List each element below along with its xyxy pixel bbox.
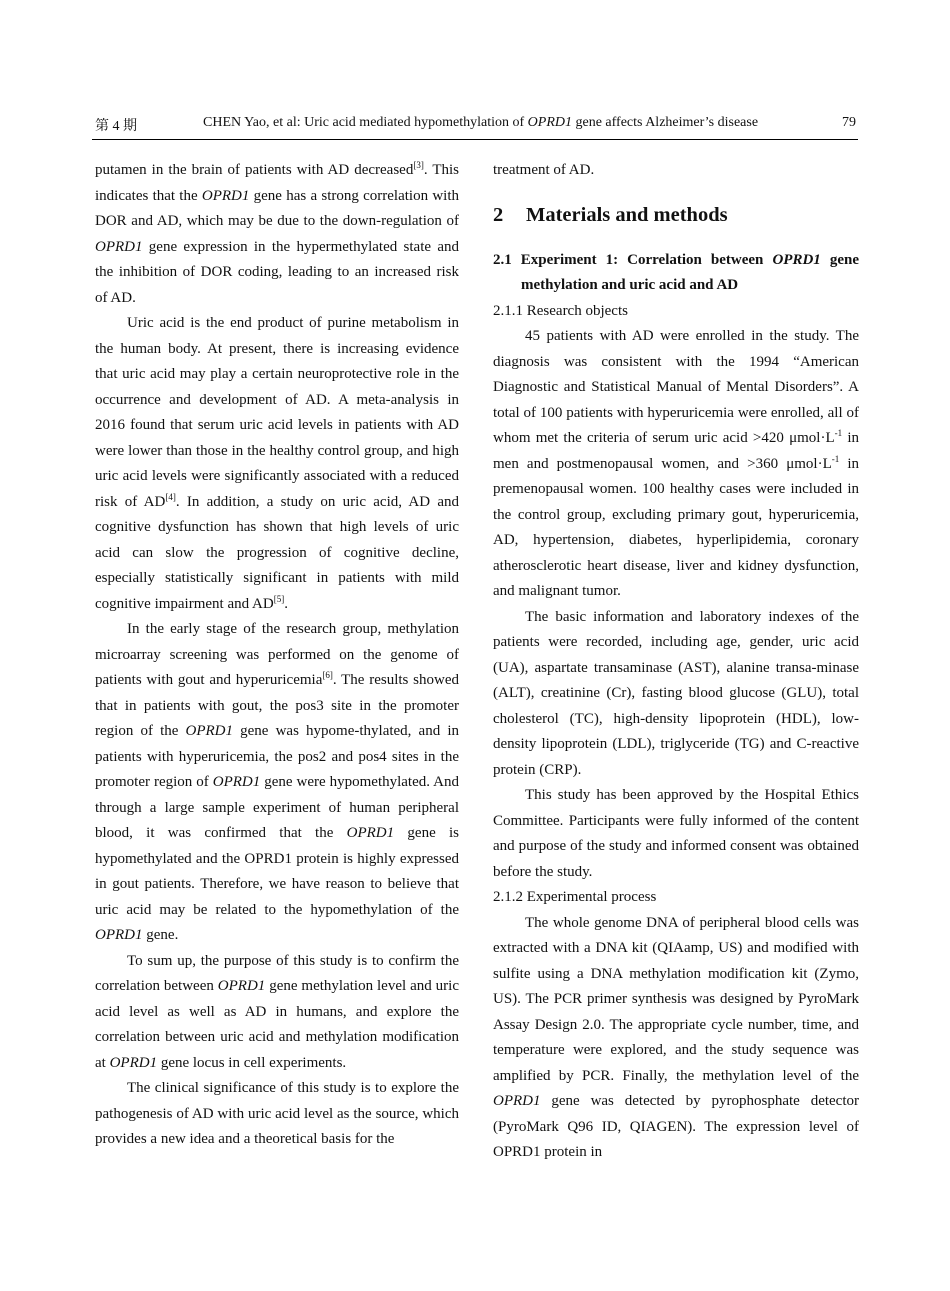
gene-name: OPRD1 — [185, 723, 234, 739]
text: This study has been approved by the Hospital Ethics Committee. Participants were fully informed of the content and purpose of the study and informed consent was obtained before the study. — [493, 787, 859, 880]
text: The clinical significance of this study is to explore the pathogenesis of AD with uric acid level as the source, which provides a new idea and a theoretical basis for the — [95, 1080, 459, 1147]
text: gene methylation level and uric acid level as well as AD in humans, and explore the correlation between uric acid and methylation modification at — [95, 978, 459, 1071]
page-number: 79 — [842, 115, 856, 130]
paragraph — [95, 949, 459, 1077]
text: The whole genome DNA of peripheral blood cells was extracted with a DNA kit (QIAamp, US) and modified with sulfite using a DNA methylation modification kit (Zymo, US). The PCR primer synthesis was designed by PyroMark Assay Design 2.0. The appropriate cycle number, time, and temperature were explored, and the study sequence was amplified by PCR. Finally, the methylation level of the — [493, 914, 859, 1084]
paragraph — [95, 1076, 459, 1153]
text: . The results showed that in patients with gout, the pos3 site in the promoter region of the — [95, 672, 459, 739]
text: The basic information and laboratory indexes of the patients were recorded, including age, gender, uric acid (UA), aspartate transaminase (AST), alanine transa-minase (ALT), creatinine (Cr), fasting blood glucose (GLU), total cholesterol (TC), high-density lipoprotein (HDL), low-density lipoprotein (LDL), triglyceride (TG) and C-reactive protein (CRP). — [493, 608, 859, 778]
text: . This indicates that the — [95, 162, 459, 204]
text: putamen in the brain of patients with AD decreased — [95, 162, 414, 178]
citation: [4] — [165, 491, 176, 502]
text: in premenopausal women. 100 healthy cases were included in the control group, excluding primary gout, hyperuricemia, AD, hypertension, diabetes, hyperlipidemia, coronary atherosclerotic heart disease, liver and kidney dysfunction, and malignant tumor. — [493, 455, 859, 599]
section-number: 2 — [493, 203, 504, 226]
header-rule — [92, 139, 858, 140]
paragraph — [95, 617, 459, 949]
paragraph — [493, 911, 859, 1166]
citation: [6] — [322, 670, 333, 680]
text: gene. — [142, 927, 179, 943]
paragraph — [493, 324, 859, 605]
subsection-heading — [493, 248, 859, 299]
text: To sum up, the purpose of this study is to confirm the correlation between — [95, 952, 459, 994]
text: gene expression in the hypermethylated state and the inhibition of DOR coding, leading to an increased risk of AD. — [95, 238, 459, 306]
paragraph — [493, 605, 859, 784]
citation: -1 — [831, 453, 840, 464]
paragraph — [95, 311, 459, 617]
paragraph — [493, 783, 859, 885]
text: in men and postmenopausal women, and >360 μmol·L — [493, 430, 860, 472]
gene-name: OPRD1 — [201, 187, 250, 204]
text: gene is hypomethylated and the OPRD1 protein is highly expressed in gout patients. Therefore, we have reason to believe that uric acid may be related to the hypomethylation of the — [95, 825, 459, 918]
text: gene was detected by pyrophosphate detector (PyroMark Q96 ID, QIAGEN). The expression level of OPRD1 protein in — [493, 1093, 859, 1160]
section-heading — [493, 200, 859, 230]
text: gene locus in cell experiments. — [157, 1054, 347, 1071]
citation: [5] — [273, 593, 285, 604]
research-objects-body — [493, 324, 859, 885]
gene-name: OPRD1 — [95, 238, 143, 255]
text: gene has a strong correlation with DOR and AD, which may be due to the down-regulation of — [95, 187, 459, 229]
title-text: CHEN Yao, et al: Uric acid mediated hypomethylation of — [203, 115, 528, 130]
citation: [3] — [413, 160, 424, 170]
subsection-text-end: gene methylation and uric acid and AD — [521, 251, 859, 293]
section-title: Materials and methods — [526, 203, 728, 226]
subsubsection-heading: 2.1.1 Research objects — [493, 302, 628, 319]
title-text-end: gene affects Alzheimer’s disease — [571, 115, 759, 130]
gene-name: OPRD1 — [493, 1093, 541, 1109]
text: In the early stage of the research group, methylation microarray screening was performed on the genome of patients with gout and hyperuricemia — [95, 621, 459, 688]
text: Uric acid is the end product of purine metabolism in the human body. At present, there is increasing evidence that uric acid may play a certain neuroprotective role in the occurrence and development of AD. A meta-analysis in 2016 found that serum uric acid levels in patients with AD were lower than those in the healthy control group, and high uric acid levels were significantly associated with a reduced risk of AD — [95, 315, 459, 510]
right-column — [493, 158, 859, 1166]
paragraph — [95, 158, 459, 311]
gene-name: OPRD1 — [212, 774, 261, 790]
subsubsection-heading: 2.1.2 Experimental process — [493, 889, 657, 905]
gene-name: OPRD1 — [217, 978, 266, 994]
experimental-process-body — [493, 911, 859, 1166]
subsection-gene: OPRD1 — [772, 251, 821, 268]
subsection-text: 2.1 Experiment 1: Correlation between — [493, 251, 773, 268]
left-column — [95, 158, 459, 1153]
gene-name: OPRD1 — [109, 1054, 158, 1071]
running-title — [203, 115, 758, 131]
issue-number: 第 4 期 — [95, 119, 137, 134]
title-gene: OPRD1 — [527, 115, 572, 130]
running-header — [95, 115, 858, 139]
text: . — [284, 595, 288, 612]
continuation-text: treatment of AD. — [493, 162, 595, 178]
gene-name: OPRD1 — [95, 927, 143, 943]
gene-name: OPRD1 — [346, 825, 395, 841]
text: gene were hypomethylated. And through a large sample experiment of human peripheral blood, it was confirmed that the — [95, 774, 459, 841]
text: 45 patients with AD were enrolled in the study. The diagnosis was consistent with the 1994 “American Diagnostic and Statistical Manual of Mental Disorders”. A total of 100 patients with hyperuricemia were enrolled, all of whom met the criteria of serum uric acid >420 μmol·L — [493, 328, 859, 446]
text: gene was hypome-thylated, and in patients with hyperuricemia, the pos2 and pos4 sites in the promoter region of — [95, 723, 459, 790]
citation: -1 — [834, 428, 843, 438]
text: . In addition, a study on uric acid, AD and cognitive dysfunction has shown that high levels of uric acid can slow the progression of cognitive decline, especially statistically significant in patients with mild cognitive impairment and AD — [95, 493, 459, 612]
